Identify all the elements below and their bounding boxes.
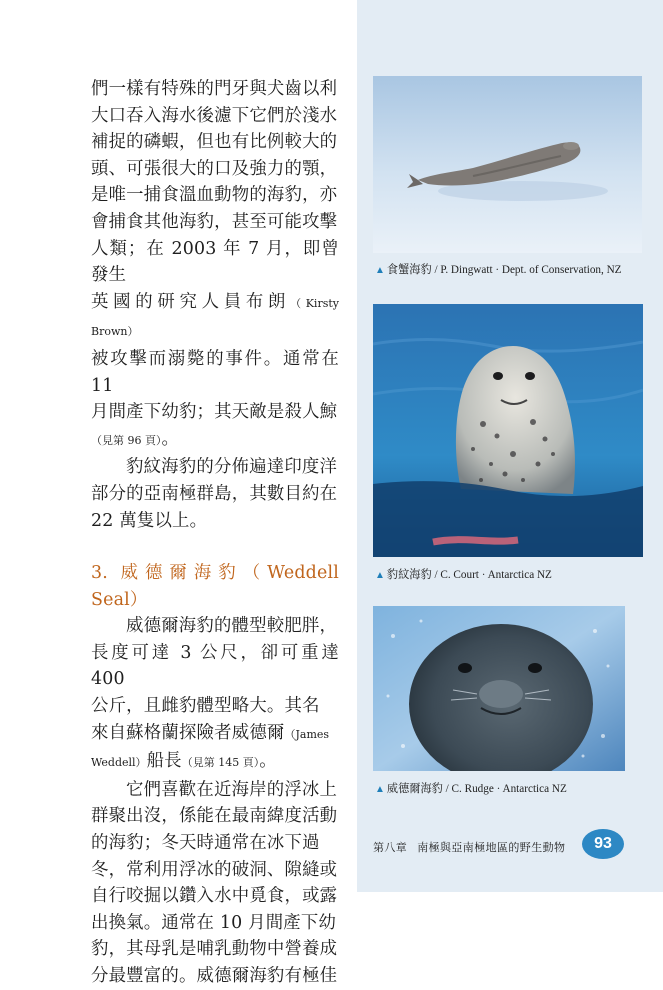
figure-caption-2: ▲ 豹紋海豹 / C. Court · Antarctica NZ	[375, 569, 552, 581]
text-line: 。	[161, 428, 180, 449]
text-line: 分最豐富的。威德爾海豹有極佳	[91, 966, 338, 986]
text-line: 它們喜歡在近海岸的浮冰上	[126, 779, 338, 800]
chapter-title: 南極與亞南極地區的野生動物	[417, 841, 566, 854]
text-line: 群聚出沒，係能在最南緯度活動	[91, 806, 338, 827]
crabeater-seal-photo	[373, 76, 642, 253]
text-line: 豹紋海豹的分佈遍達印度洋	[126, 457, 338, 478]
page-reference: （見第 145 頁）	[181, 756, 260, 770]
running-footer	[373, 839, 575, 855]
text-line: 公斤，且雌豹體型略大。其名	[91, 696, 320, 717]
text-line: 來自蘇格蘭探險者威德爾	[91, 722, 285, 743]
text-line: 22 萬隻以上。	[91, 510, 208, 531]
text-line: 被攻擊而溺斃的事件。通常在 11	[91, 348, 339, 396]
body-text-column	[91, 76, 339, 990]
text-line: 英國的研究人員布朗	[91, 291, 291, 312]
page-number-badge: 93	[582, 829, 624, 859]
paragraph-1	[91, 76, 339, 454]
text-line: 出換氣。通常在 10 月間產下幼	[91, 912, 337, 933]
text-line: 大口吞入海水後濾下它們於淺水	[91, 105, 338, 126]
paragraph-3	[91, 613, 339, 777]
name-note: （Kirsty Brown）	[91, 296, 339, 339]
name-note: （James	[284, 727, 330, 741]
triangle-marker-icon: ▲	[375, 265, 385, 276]
text-line: 的海豹；冬天時通常在冰下過	[91, 833, 320, 854]
text-line: 們一樣有特殊的門牙與犬齒以利	[91, 79, 338, 99]
leopard-seal-photo	[373, 304, 643, 557]
figure-caption-3: ▲ 威德爾海豹 / C. Rudge · Antarctica NZ	[375, 783, 567, 795]
text-line: 豹，其母乳是哺乳動物中營養成	[91, 939, 338, 960]
text-line: 威德爾海豹的體型較肥胖，	[126, 616, 338, 637]
text-line: 長度可達 3 公尺，卻可重達 400	[91, 642, 339, 690]
text-line: 自行咬掘以鑽入水中覓食，或露	[91, 886, 338, 907]
paragraph-4	[91, 777, 339, 990]
triangle-marker-icon: ▲	[375, 570, 385, 581]
paragraph-2	[91, 454, 339, 534]
text-line: 補捉的磷蝦，但也有比例較大的	[91, 132, 338, 153]
text-line: 船長	[146, 751, 182, 772]
text-line: 。	[259, 751, 277, 772]
text-line: 冬，常利用浮冰的破洞、隙縫或	[91, 859, 338, 880]
text-line: 月間產下幼豹；其天敵是殺人鯨	[91, 402, 338, 423]
page-footer	[373, 828, 633, 864]
text-line: 會捕食其他海豹，甚至可能攻擊	[91, 211, 338, 232]
triangle-marker-icon: ▲	[375, 784, 385, 795]
text-line: 部分的亞南極群島，其數目約在	[91, 483, 338, 504]
section-heading: 3. 威德爾海豹（Weddell Seal）	[91, 563, 339, 610]
chapter-label: 第八章	[373, 841, 408, 854]
text-line: 人類；在 2003 年 7 月，即曾發生	[91, 238, 339, 286]
name-note: Weddell）	[91, 756, 147, 770]
figure-caption-1: ▲ 食蟹海豹 / P. Dingwatt · Dept. of Conservation, NZ	[375, 264, 622, 276]
page-reference: （見第 96 頁）	[91, 433, 162, 447]
text-line: 是唯一捕食溫血動物的海豹，亦	[91, 185, 338, 206]
text-line: 頭、可張很大的口及強力的顎，	[91, 158, 338, 179]
weddell-seal-photo	[373, 606, 625, 771]
